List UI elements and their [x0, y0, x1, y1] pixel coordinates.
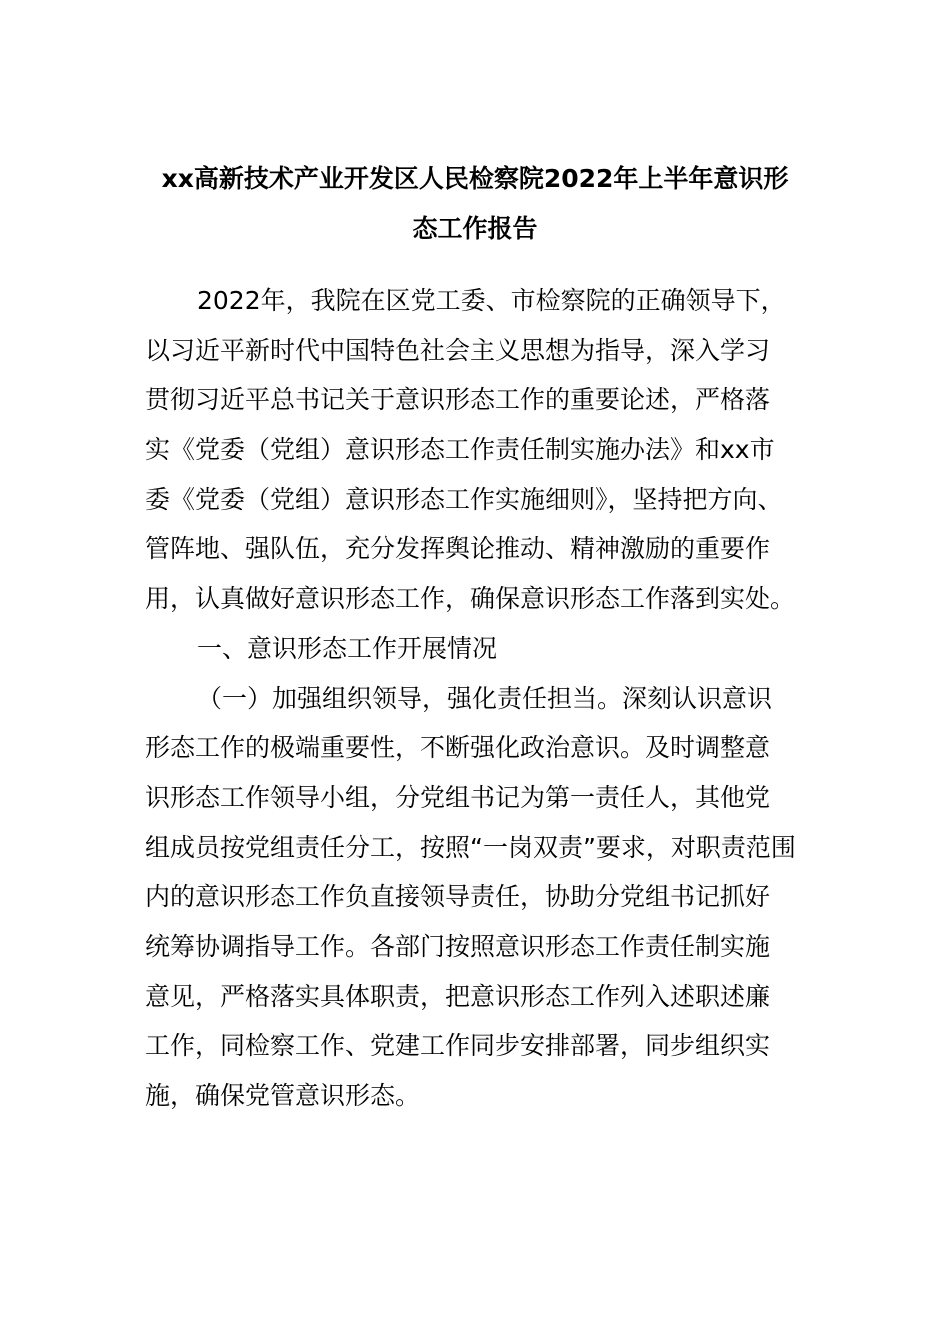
text-line: 工作，同检察工作、党建工作同步安排部署，同步组织实	[145, 1031, 771, 1061]
document-title	[0, 155, 950, 254]
text-line: 贯彻习近平总书记关于意识形态工作的重要论述，严格落	[145, 385, 771, 415]
title-line: xx高新技术产业开发区人民检察院2022年上半年意识形	[161, 164, 789, 193]
text-line: 以习近平新时代中国特色社会主义思想为指导，深入学习	[145, 335, 771, 365]
document-body	[145, 276, 815, 1121]
text-line: 施，确保党管意识形态。	[145, 1081, 421, 1110]
text-line: 意见，严格落实具体职责，把意识形态工作列入述职述廉	[145, 981, 771, 1011]
text-line: 2022年，我院在区党工委、市检察院的正确领导下，	[197, 286, 786, 315]
section-heading	[145, 624, 815, 674]
text-line: 统筹协调指导工作。各部门按照意识形态工作责任制实施	[145, 931, 771, 961]
text-line: 内的意识形态工作负直接领导责任，协助分党组书记抓好	[145, 882, 771, 912]
text-line: （一）加强组织领导，强化责任担当。深刻认识意识	[197, 683, 773, 713]
text-line: 一、意识形态工作开展情况	[197, 633, 498, 663]
text-line: 识形态工作领导小组，分党组书记为第一责任人，其他党	[145, 782, 771, 812]
text-line: 用，认真做好意识形态工作，确保意识形态工作落到实处。	[145, 584, 796, 614]
text-line: 实《党委（党组）意识形态工作责任制实施办法》和xx市	[145, 435, 775, 465]
text-line: 形态工作的极端重要性，不断强化政治意识。及时调整意	[145, 733, 771, 763]
title-line: 态工作报告	[412, 213, 538, 243]
text-line: 管阵地、强队伍，充分发挥舆论推动、精神激励的重要作	[145, 534, 771, 564]
intro-paragraph	[145, 276, 815, 624]
text-line: 委《党委（党组）意识形态工作实施细则》，坚持把方向、	[145, 484, 783, 514]
text-line: 组成员按党组责任分工，按照“一岗双责”要求，对职责范围	[145, 832, 796, 862]
section-paragraph	[145, 674, 815, 1121]
